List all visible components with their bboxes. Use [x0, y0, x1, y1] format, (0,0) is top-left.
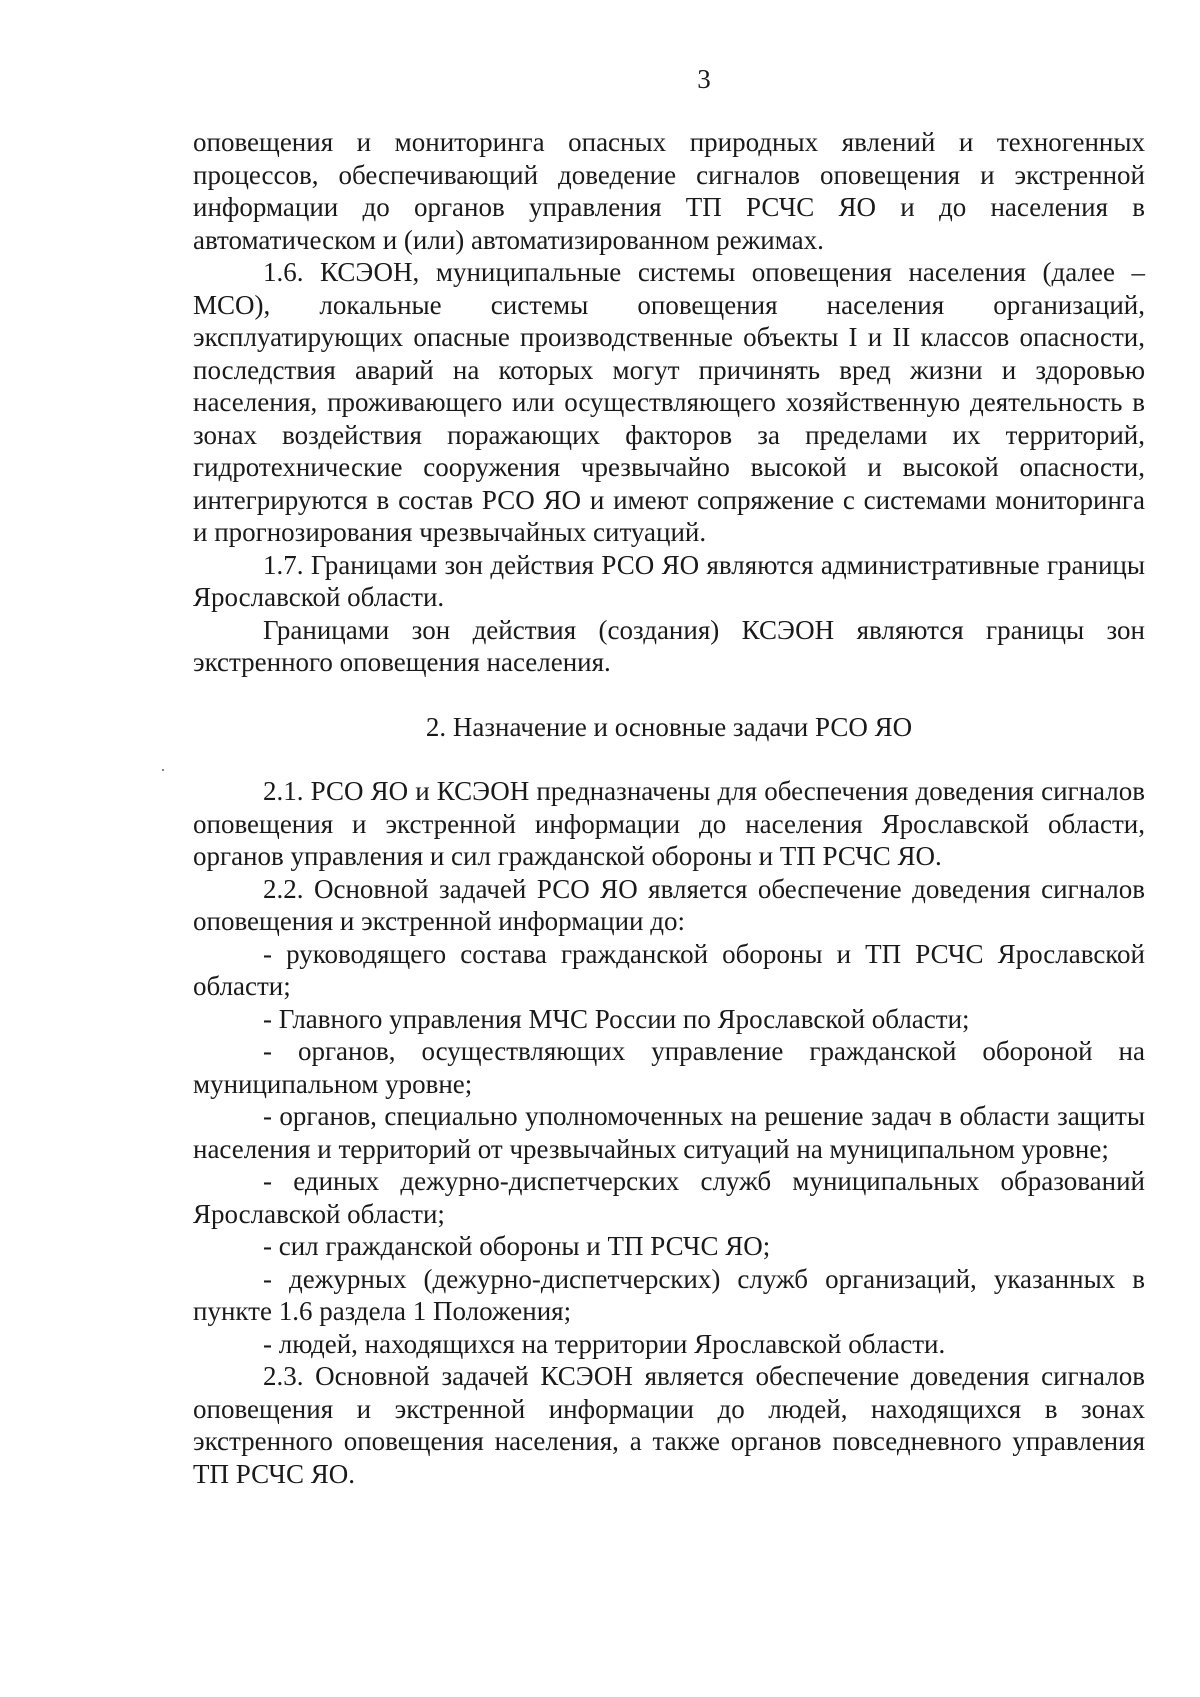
list-item: - единых дежурно-диспетчерских служб муниципальных образований Ярославской области; — [193, 1166, 1145, 1229]
paragraph-2-3: 2.3. Основной задачей КСЭОН является обеспечение доведения сигналов оповещения и экстренной информации до людей, находящихся в зонах экстренного оповещения населения, а также органов повседневного управления ТП РСЧС ЯО. — [193, 1361, 1145, 1489]
list-item: - органов, осуществляющих управление гражданской обороной на муниципальном уровне; — [193, 1036, 1145, 1099]
list-item: - органов, специально уполномоченных на решение задач в области защиты населения и территорий от чрезвычайных ситуаций на муниципальном уровне; — [193, 1101, 1145, 1164]
paragraph-2-2: 2.2. Основной задачей РСО ЯО является обеспечение доведения сигналов оповещения и экстренной информации до: — [193, 873, 1145, 936]
section-heading: 2. Назначение и основные задачи РСО ЯО — [425, 711, 913, 742]
margin-mark — [162, 769, 164, 771]
page-number: 3 — [697, 64, 711, 94]
paragraph-1-7: 1.7. Границами зон действия РСО ЯО являются административные границы Ярославской области. — [193, 549, 1145, 612]
document-body — [193, 126, 1145, 1490]
paragraph-1-6: 1.6. КСЭОН, муниципальные системы оповещения населения (далее – МСО), локальные системы оповещения населения организаций, эксплуатирующих опасные производственные объекты I и II классов опасности, последствия аварий на которых могут причинять вред жизни и здоровью населения, проживающего или осуществляющего хозяйственную деятельность в зонах воздействия поражающих факторов за пределами их территорий, гидротехнические сооружения чрезвычайно высокой и высокой опасности, интегрируются в состав РСО ЯО и имеют сопряжение с системами мониторинга и прогнозирования чрезвычайных ситуаций. — [193, 257, 1145, 547]
paragraph-ksyeon-zones: Границами зон действия (создания) КСЭОН являются границы зон экстренного оповещения населения. — [193, 614, 1145, 677]
list-item: - руководящего состава гражданской обороны и ТП РСЧС Ярославской области; — [193, 938, 1145, 1001]
list-item: - людей, находящихся на территории Ярославской области. — [263, 1328, 946, 1359]
paragraph-continuation: оповещения и мониторинга опасных природных явлений и техногенных процессов, обеспечивающий доведение сигналов оповещения и экстренной информации до органов управления ТП РСЧС ЯО и до населения в автоматическом и (или) автоматизированном режимах. — [193, 127, 1145, 255]
list-item: - Главного управления МЧС России по Ярославской области; — [263, 1003, 970, 1034]
paragraph-2-1: 2.1. РСО ЯО и КСЭОН предназначены для обеспечения доведения сигналов оповещения и экстренной информации до населения Ярославской области, органов управления и сил гражданской обороны и ТП РСЧС ЯО. — [193, 776, 1145, 871]
list-item: - сил гражданской обороны и ТП РСЧС ЯО; — [263, 1231, 771, 1261]
list-item: - дежурных (дежурно-диспетчерских) служб организаций, указанных в пункте 1.6 раздела 1 Положения; — [193, 1263, 1145, 1326]
